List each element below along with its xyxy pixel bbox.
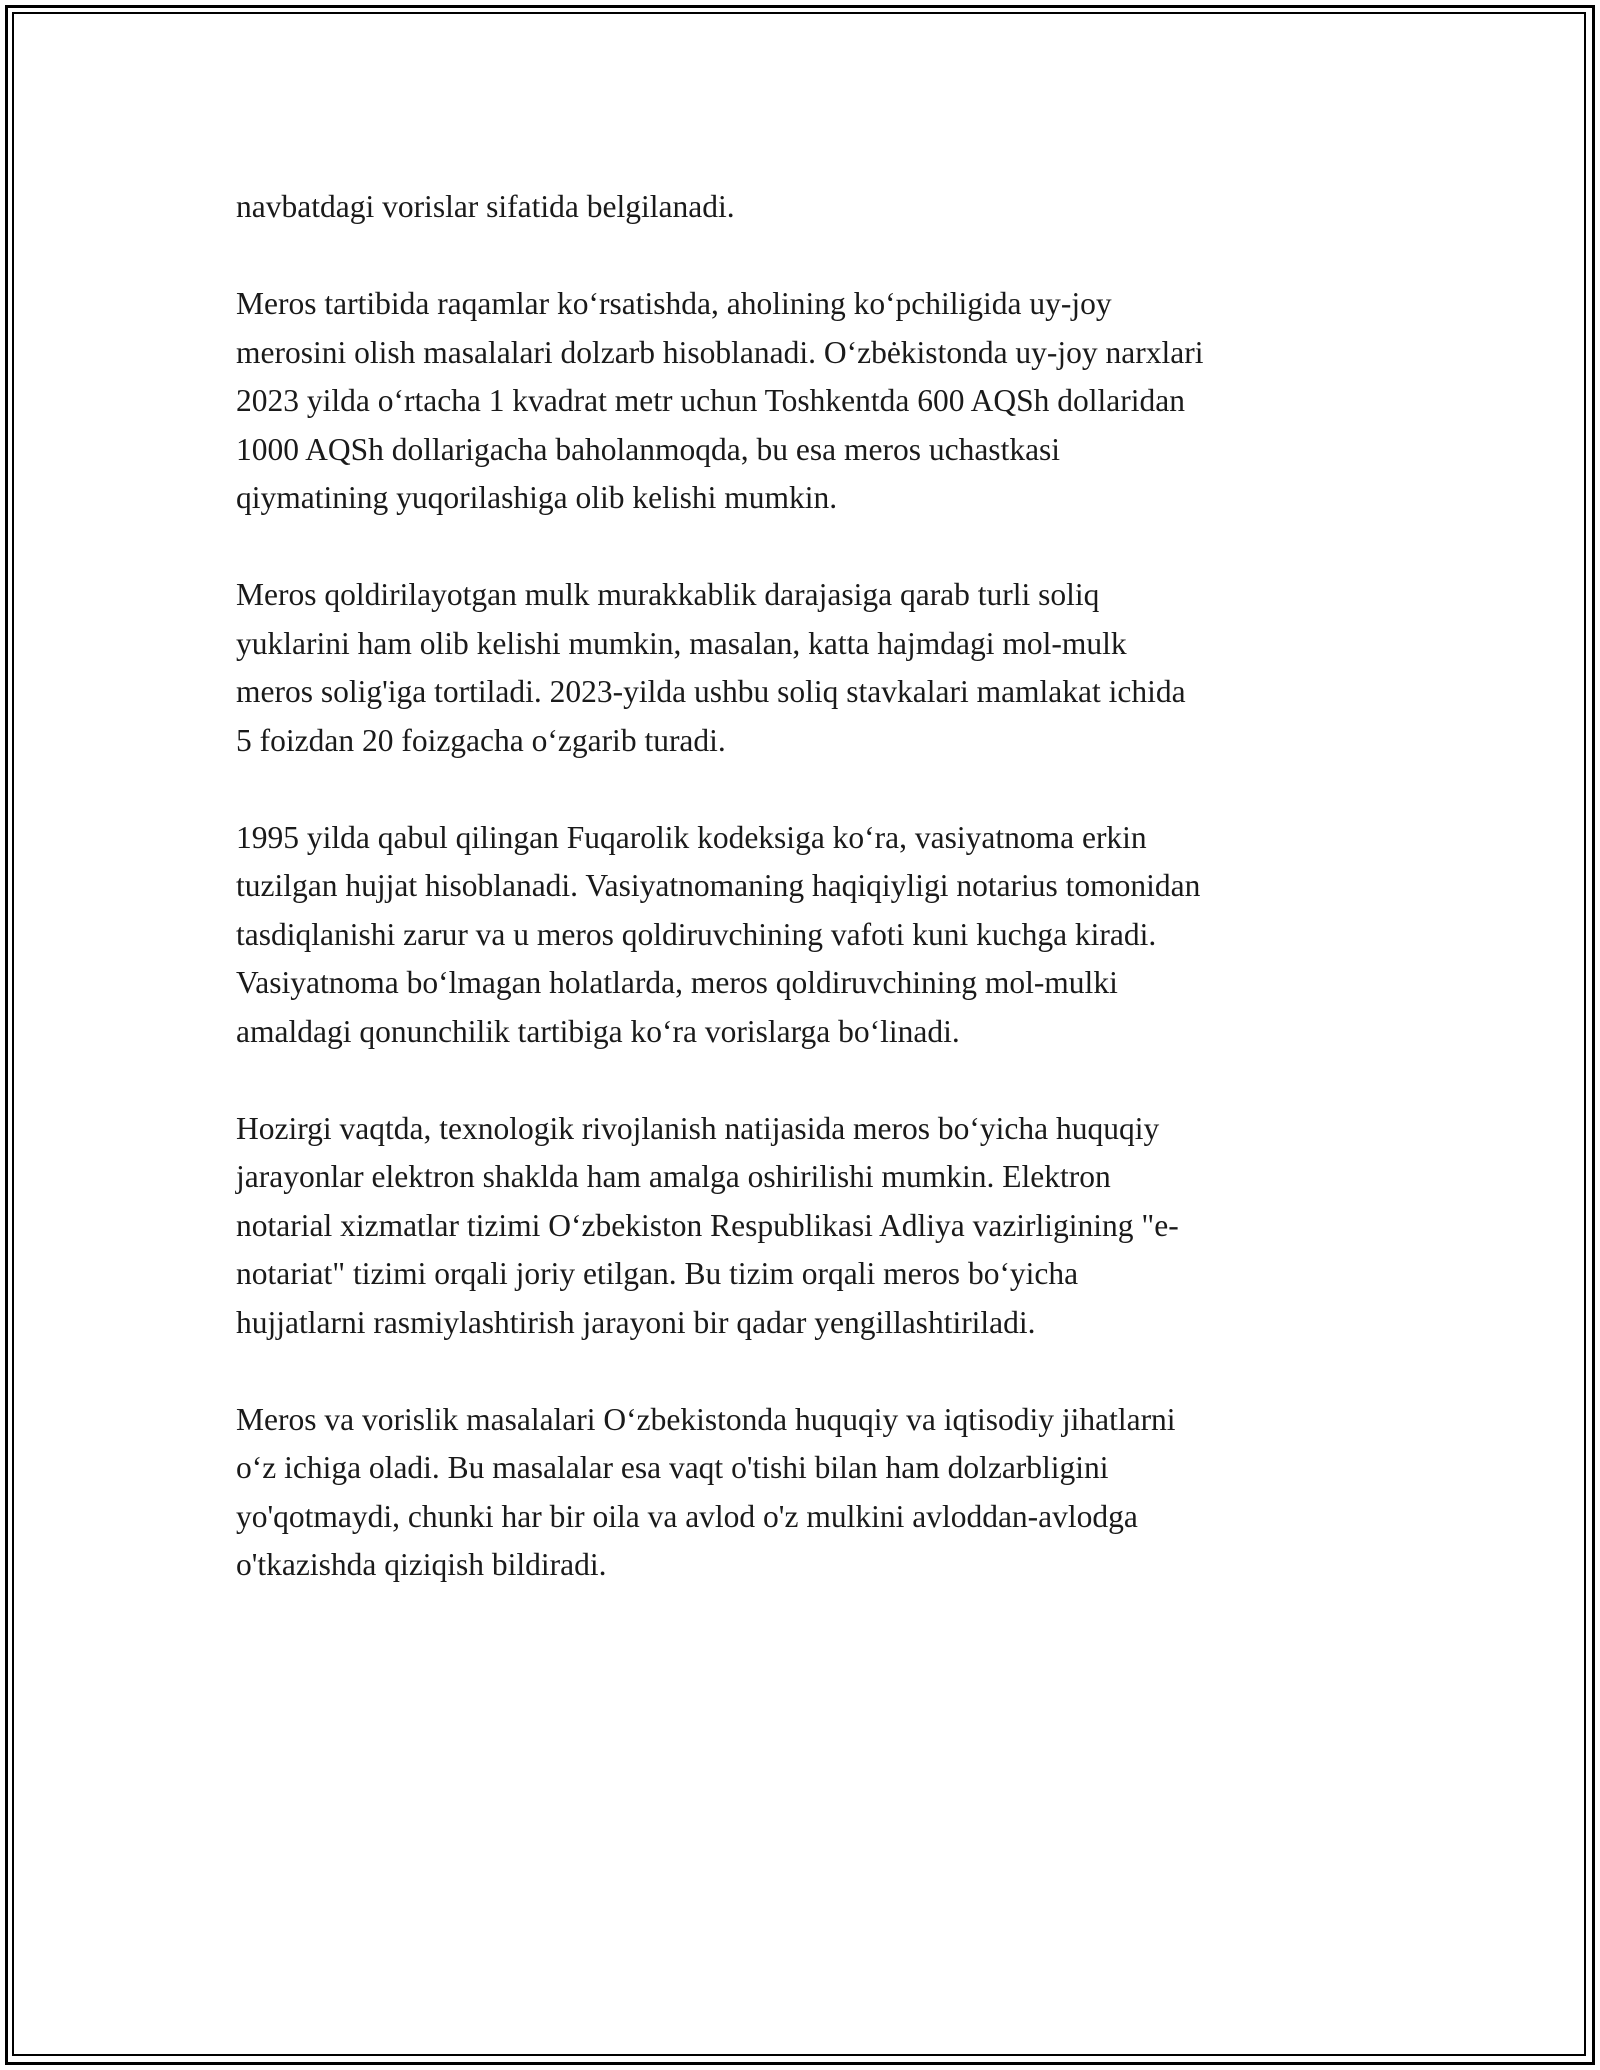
text-line: tasdiqlanishi zarur va u meros qoldiruvchining vafoti kuni kuchga kiradi. — [236, 916, 1157, 952]
text-line: 2023 yilda o‘rtacha 1 kvadrat metr uchun Toshkentda 600 AQSh dollaridan — [236, 383, 1185, 418]
text-line: notariat" tizimi orqali joriy etilgan. Bu tizim orqali meros bo‘yicha — [236, 1256, 1079, 1291]
paragraph-5 — [236, 1105, 1376, 1348]
text-line: yo'qotmaydi, chunki har bir oila va avlod o'z mulkini avloddan-avlodga — [236, 1498, 1138, 1534]
text-line: merosini olish masalalari dolzarb hisoblanadi. O‘zbėkistonda uy-joy narxlari — [236, 334, 1204, 370]
text-line: navbatdagi vorislar sifatida belgilanadi. — [236, 189, 735, 224]
text-line: Meros va vorislik masalalari O‘zbekistonda huquqiy va iqtisodiy jihatlarni — [236, 1401, 1176, 1437]
text-line: jarayonlar elektron shaklda ham amalga oshirilishi mumkin. Elektron — [236, 1159, 1111, 1194]
text-line: Meros qoldirilayotgan mulk murakkablik darajasiga qarab turli soliq — [236, 577, 1100, 612]
text-line: qiymatining yuqorilashiga olib kelishi mumkin. — [236, 480, 838, 515]
text-line: 5 foizdan 20 foizgacha o‘zgarib turadi. — [236, 722, 726, 758]
paragraph-2 — [236, 280, 1376, 523]
text-line: 1000 AQSh dollarigacha baholanmoqda, bu esa meros uchastkasi — [236, 431, 1061, 467]
text-line: meros solig'iga tortiladi. 2023-yilda ushbu soliq stavkalari mamlakat ichida — [236, 674, 1186, 709]
text-line: hujjatlarni rasmiylashtirish jarayoni bir qadar yengillashtiriladi. — [236, 1304, 1036, 1340]
text-line: yuklarini ham olib kelishi mumkin, masalan, katta hajmdagi mol-mulk — [236, 625, 1127, 661]
text-line: o‘z ichiga oladi. Bu masalalar esa vaqt o'tishi bilan ham dolzarbligini — [236, 1450, 1109, 1485]
text-line: notarial xizmatlar tizimi O‘zbekiston Respublikasi Adliya vazirligining "e- — [236, 1207, 1179, 1243]
text-line: amaldagi qonunchilik tartibiga ko‘ra vorislarga bo‘linadi. — [236, 1013, 960, 1049]
text-line: 1995 yilda qabul qilingan Fuqarolik kodeksiga ko‘ra, vasiyatnoma erkin — [236, 819, 1147, 855]
paragraph-4 — [236, 814, 1376, 1057]
text-line: Meros tartibida raqamlar ko‘rsatishda, aholining ko‘pchiligida uy-joy — [236, 286, 1112, 321]
document-body — [236, 183, 1376, 1638]
paragraph-3 — [236, 571, 1376, 765]
paragraph-1 — [236, 183, 1376, 232]
text-line: tuzilgan hujjat hisoblanadi. Vasiyatnomaning haqiqiyligi notarius tomonidan — [236, 868, 1201, 903]
text-line: Vasiyatnoma bo‘lmagan holatlarda, meros qoldiruvchining mol-mulki — [236, 965, 1118, 1000]
text-line: o'tkazishda qiziqish bildiradi. — [236, 1547, 607, 1582]
text-line: Hozirgi vaqtda, texnologik rivojlanish natijasida meros bo‘yicha huquqiy — [236, 1110, 1160, 1146]
paragraph-6 — [236, 1396, 1376, 1590]
